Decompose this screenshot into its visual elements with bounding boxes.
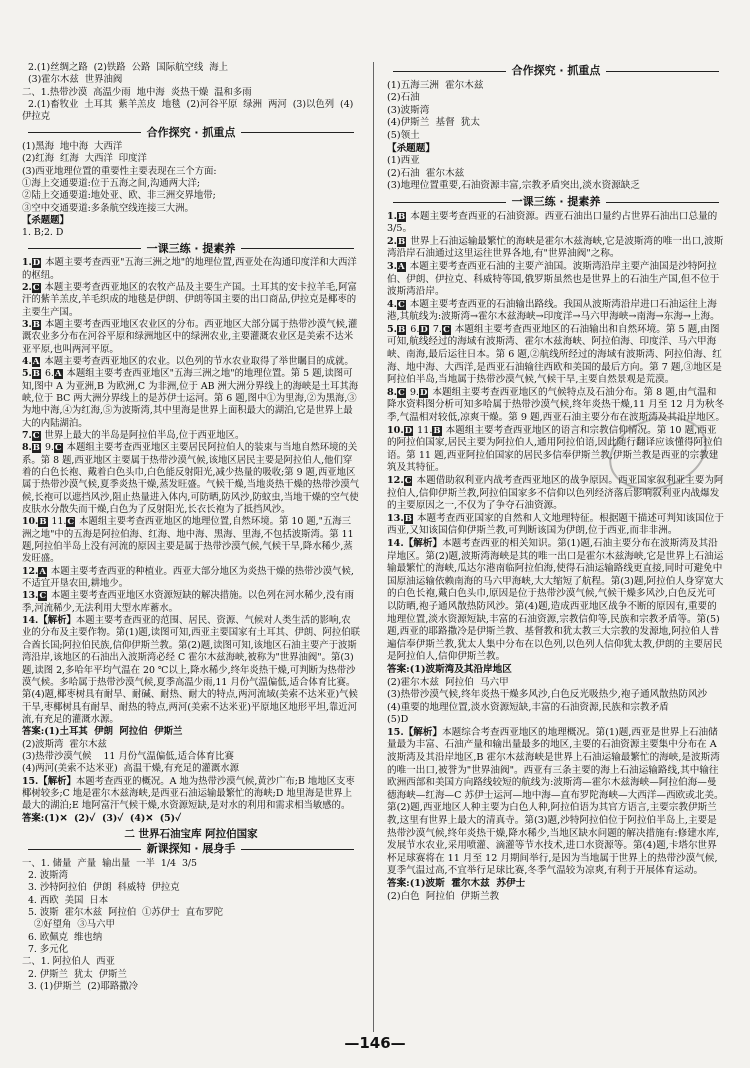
answer-letter: A [398,261,405,272]
answer-text: 7. [429,323,442,335]
answer-item [387,324,725,387]
answer-text: 本题主要考查西亚地区的农牧产品及主要生产国。土耳其的安卡拉羊毛,阿富汗的紫羊羔皮,羊毛织成的地毯是伊朗、伊朗等国主要的出口商品,伊拉克是椰枣的主要生产国。 [22,281,357,318]
answer-item [22,615,360,726]
answer-letter: 【解析】 [38,615,76,627]
answer-item [22,776,360,813]
answer-number: 1. [22,257,32,269]
answer-letter: B [32,319,40,330]
answer-letter: D [420,324,428,335]
text-line: (2)红海 红海 大西洋 印度洋 [22,153,147,165]
answer-number: 1. [387,210,398,222]
text-line: 【杀题题】 [22,215,69,227]
text-line: (2)波斯湾 霍尔木兹 [22,738,107,750]
text-line: (2)石油 霍尔木兹 [387,167,465,179]
answer-letter: 【解析】 [403,726,443,738]
header-rule [393,71,506,72]
text-line: 7. 多元化 [22,944,69,956]
text-line: 4. 西欧 美国 日本 [22,894,109,906]
answer-letter: C [54,443,62,454]
answer-item [387,211,725,236]
answer-letter: B [32,369,40,380]
text-line: (1)五海三洲 霍尔木兹 [387,79,484,91]
text-line: 【杀题题】 [387,142,435,154]
text-line: 答案:(1)波斯 霍尔木兹 苏伊士 [387,878,526,889]
section-header-title: 合作探究 · 抓重点 [146,125,236,139]
text-line: 2. 伊斯兰 犹太 伊斯兰 [22,968,127,980]
answer-text: 6. [41,368,54,380]
answer-text: 本题考查西亚国家的自然和人文地理特征。根据题干描述可判知该国位于西亚,又知该国信仰伊斯兰教,可判断该国为伊朗,位于西亚,而非非洲。 [387,512,724,537]
answer-item [387,299,725,324]
answer-text: 本题主要考查西亚地区水资源短缺的解决措施。以色列在河水稀少,没有雨季,河流稀少,无法利用大型水库蓄水。 [22,590,355,614]
answer-letter: D [419,387,428,398]
answer-item [22,430,360,442]
text-line: 5. 波斯 霍尔木兹 阿拉伯 ①苏伊士 直布罗陀 [22,907,224,919]
answer-text: 9. [41,442,54,454]
text-line: (3)热带沙漠气候,终年炎热干燥多风沙,白色反光吸热少,袍子通风散热防风沙 [387,689,708,701]
answer-letter: B [398,211,406,222]
answer-number: 2. [22,281,32,293]
text-line: 3. 沙特阿拉伯 伊朗 科威特 伊拉克 [22,882,180,894]
answer-text: 本题主要考查西亚地区农业区的分布。西亚地区大部分属于热带沙漠气候,灌溉农业多分布在河谷平原和绿洲地区中的绿洲农业,主要灌溉农业区是美索不达米亚平原,也叫两河平原。 [22,318,358,355]
text-line: 二、1. 阿拉伯人 西亚 [22,956,115,968]
answer-number: 10. [387,424,404,436]
answer-number: 10. [22,516,39,528]
answer-letter: C [32,282,40,293]
answer-letter: B [32,443,40,454]
text-line: (3)热带沙漠气候 11 月份气温偏低,适合体育比赛 [22,750,234,762]
answer-number: 13. [22,590,39,602]
answer-item [22,356,360,368]
answer-text: 本题组主要考查西亚地区的地理位置,自然环境。第 10 题,"五海三洲之地"中的五海是阿拉伯海、红海、地中海、黑海、里海,不包括波斯湾。第 11 题,阿拉伯半岛上没有河流的原因主要是属于热带沙漠气候,气候干旱,降水稀少,蒸发旺盛。 [22,516,357,565]
answer-number: 4. [387,298,398,310]
answer-item [22,282,360,319]
text-line: 6. 欧佩克 维也纳 [22,931,103,943]
text-line: 2. 波斯湾 [22,870,69,881]
answer-number: 15. [22,775,39,787]
answer-item [22,590,360,615]
header-rule [241,248,354,249]
answer-letter: D [404,425,413,436]
header-rule [606,202,719,203]
text-line: (4)伊斯兰 基督 犹太 [387,117,480,129]
text-line: (4)重要的地理位置,淡水资源短缺,丰富的石油资源,民族和宗教矛盾 [387,701,669,713]
answer-item [22,442,360,516]
text-line: 2.(1)畜牧业 土耳其 紫羊羔皮 地毯 (2)河谷平原 绿洲 两河 (3)以色列 (4)伊拉克 [22,99,354,123]
answer-text: 本题主要考查西亚地区的农业。以色列的节水农业取得了举世瞩目的成就。 [41,355,354,367]
answer-number: 5. [387,323,398,335]
text-line: (3)西亚地理位置的重要性主要表现在三个方面: [22,165,217,177]
page-number: —146— [344,1034,406,1052]
text-line: 答案:(1)波斯湾及其沿岸地区 [387,663,512,675]
answer-text: 11. [48,516,67,528]
answer-text: 世界上最大的半岛是阿拉伯半岛,位于西亚地区。 [41,429,245,441]
answer-number: 14. [22,615,39,627]
text-line: (1)西亚 [387,155,420,167]
answer-text: 本题主要考查西亚的范围、居民、资源、气候对人类生活的影响,农业的分布及主要作物。第(1)题,读图可知,西亚主要国家有土耳其、伊朗、阿拉伯联合酋长国;阿拉伯民族,信仰伊斯兰教。第(2)题,读图可知,该地区石油主要产于波斯湾沿岸,该地区的石油出入波斯湾必经 C 霍尔木兹海峡,被称为"世界油阀"。第(3)题,读图 2,多哈年平均气温在 20 ℃以上,降水稀少,终年炎热干燥,可判断为热带沙漠气候。多哈属于热带沙漠气候,夏季高温少雨,11 月份气温偏低,适合体育比赛。第(4)题,椰枣树具有耐旱、耐碱、耐热、耐大的特点,两河流域(美索不达米亚)气候干旱,枣椰树具有耐旱、耐热的特点,两河(美索不达米亚)平原地区地形平坦,靠近河流,有充足的灌溉水源。 [22,615,360,725]
answer-number: 12. [22,565,39,577]
answer-number: 5. [22,368,32,380]
text-line: ③空中交通要道:多条航空线连接三大洲。 [22,202,194,214]
text-line: (2)石油 [387,92,420,104]
section-header-title: 合作探究 · 抓重点 [511,64,601,77]
answer-text: 本题综合考查西亚地区的地理概况。第(1)题,西亚是世界上石油储量最为丰富、石油产量和输出量最多的地区,主要的石油资源主要集中分布在 A 波斯湾及其沿岸地区,B 霍尔木兹海峡是世界上石油运输最繁忙的海峡,是波斯湾的唯一出口,被誉为"世界油阀"。西亚有三条主要的海上石油运输路线,其中输往欧洲西部和美国方向路线较短的航线为:波斯湾—霍尔木兹海峡—阿拉伯海—曼德海峡—红海—C 苏伊士运河—地中海—直布罗陀海峡—大西洋—西欧或北美。第(2)题,西亚地区人种主要为白色人种,阿拉伯语为其官方语言,主要宗教伊斯兰教,这里有世界上最大的清真寺。第(3)题,沙特阿拉伯位于阿拉伯半岛上,主要是热带沙漠气候,终年炎热干燥,降水稀少,当地区缺水问题的解决措施有:修建水库,发展节水农业,采用喷灌、滴灌等节水技术,进口水资源等。第(4)题,卡塔尔世界杯足球赛将在 11 月至 12 月期间举行,是因为当地属于世界上的热带沙漠气候,夏季气温过高,不宜举行足球比赛,冬季气温较为凉爽,有利于开展体育运动。 [387,726,724,877]
text-line: (3)霍尔木兹 世界油阀 [22,74,123,86]
answer-number: 8. [22,442,32,454]
answer-item [387,261,725,299]
answer-text: 本题考查西亚的相关知识。第(1)题,石油主要分布在波斯湾及其沿岸地区。第(2)题,波斯湾海峡是其的唯一出口是霍尔木兹海峡,它是世界上石油运输最繁忙的海峡,瓜达尔港南临阿拉伯海,使得石油运输路线更直接,同时可避免中国原油运输依赖南海的马六甲海峡,大大缩短了航程。第(3)题,阿拉伯人身穿宽大的白色长袍,戴白色头巾,原因是位于热带沙漠气候,气候干燥多风沙,白色反光可以防晒,袍子通风散热防风沙。第(4)题,造成西亚地区战争不断的原因有,重要的地理位置,淡水资源短缺,丰富的石油资源,宗教信仰等,民族和宗教矛盾等。第(5)题,西亚的耶路撒冷是伊斯兰教、基督教和犹太教三大宗教的发源地,阿拉伯人普遍信奉伊斯兰教,犹太人集中分布在以色列,以色列人信仰犹太教,伊朗的主要居民是阿拉伯人,信仰伊斯兰教。 [387,537,724,663]
section-header [22,843,360,855]
text-line: (5)D [387,714,409,726]
answer-text: 本题主要考查西亚"五海三洲之地"的地理位置,西亚处在沟通印度洋和大西洋的枢纽。 [22,257,357,281]
text-line: (2)霍尔木兹 阿拉伯 马六甲 [387,676,509,688]
text-line: (3)波斯湾 [387,104,430,116]
text-line: (4)两河(美索不达米亚) 高温干燥,有充足的灌溉水源 [22,763,240,775]
answer-letter: D [32,258,41,269]
answer-letter: C [404,476,412,486]
answer-letter: B [398,324,406,335]
answer-letter: B [398,236,406,247]
left-column [22,62,360,993]
header-rule [241,132,354,133]
answer-number: 2. [387,235,398,247]
answer-item [22,319,360,356]
answer-number: 3. [22,318,32,330]
answer-item [22,566,360,591]
text-line: 答案:(1)✕ (2)✓ (3)✓ (4)✕ (5)✓ [22,812,182,824]
answer-number: 4. [22,355,32,367]
answer-letter: A [32,356,40,367]
answer-letter: C [32,430,40,441]
answer-letter: C [398,299,405,310]
text-line: (1)黑海 地中海 大西洋 [22,141,123,153]
answer-letter: C [67,517,75,528]
header-rule [606,71,719,72]
text-line: 二、1.热带沙漠 高温少雨 地中海 炎热干燥 温和多雨 [22,86,252,98]
answer-text: 本题主要考查西亚的石油资源。西亚石油出口量约占世界石油出口总量的 3/5。 [387,210,721,235]
answer-item [387,538,725,664]
answer-number: 14. [387,537,404,549]
answer-letter: C [398,387,405,398]
answer-number: 12. [387,475,404,486]
answer-text: 本题考查西亚的概况。A 地为热带沙漠气候,黄沙广布;B 地地区支枣椰树较多;C 地是霍尔木兹海峡,是西亚石油运输最繁忙的海峡;D 地里海是世界上最大的湖泊;E 地阿富汗气候干燥,水资源短缺,是对水的利用和需求相当敏感的。 [22,775,355,812]
header-rule [28,132,141,133]
answer-item [22,516,360,565]
answer-item [387,727,725,878]
answer-letter: 【解析】 [38,775,76,787]
answer-text: 世界上石油运输最繁忙的海峡是霍尔木兹海峡,它是波斯湾的唯一出口,波斯湾沿岸石油通过这里运往世界各地,有"世界油阀"之称。 [387,235,724,260]
answer-letter: B [404,513,412,524]
answer-number: 3. [387,260,398,272]
answer-item [22,368,360,430]
answer-text: 11. [414,424,433,436]
header-rule [241,849,354,850]
section-header-title: 一课三练 · 提素养 [146,241,236,255]
answer-number: 8. [387,386,398,398]
answer-letter: 【解析】 [403,537,443,549]
section-header-title: 新课探知 · 展身手 [146,842,236,856]
text-line: ②好望角 ③马六甲 [22,919,115,931]
page-top-margin [0,6,750,24]
answer-letter: A [39,566,46,577]
text-line: 一、1. 储量 产量 输出量 一半 1/4 3/5 [22,857,198,869]
text-line: ①海上交通要道:位于五海之间,沟通两大洋; [22,178,201,190]
header-rule [28,248,141,249]
answer-text: 9. [406,386,419,398]
answer-letter: B [39,517,47,528]
text-line: (5)领土 [387,129,420,141]
answer-text: 本题主要考查西亚的种植业。西亚大部分地区为炎热干燥的热带沙漠气候,不适宜开垦农田,耕地少。 [22,565,354,590]
answer-text: 本题组主要考查西亚地区主要居民阿拉伯人的装束与当地自然环境的关系。第 8 题,西亚地区主要属于热带沙漠气候,该地区居民主要是阿拉伯人,他们穿着的白色长袍、戴着白色头巾,白色能反射阳光,减少热量的吸收;第 9 题,西亚地区属于热带沙漠气候,夏季炎热干燥,蒸发旺盛。气候干燥,当地炎热干燥的热带沙漠气候,长袍可以遮挡风沙,阻止热量进入体内,可防晒,防风沙,防蚊虫,当地干燥的空气使皮肤水分散失而干燥,白色为了反射阳光,长衣长袍为了抵挡风沙。 [22,442,360,516]
answer-item [387,236,725,261]
answer-letter: C [39,591,47,602]
answer-letter: B [433,425,441,436]
section-header [387,65,725,78]
answer-text: 本题组主要考查西亚地区的石油输出和自然环境。第 5 题,由图可知,航线经过的海域有波斯湾、霍尔木兹海峡、阿拉伯海、印度洋、马六甲海峡、南海,最后运往日本。第 6 题,②航线所经过的海域有波斯湾、阿拉伯海、红海、地中海、大西洋,是西亚石油输往西欧和美国的最后方向。第 7 题,③地区是阿拉伯半岛,当地属于热带沙漠气候,气候干旱,主要自然景观是荒漠。 [387,323,722,386]
section-header [22,127,360,139]
column-divider [373,62,374,1032]
answer-number: 7. [22,429,32,441]
text-line: (3)地理位置重要,石油资源丰富,宗教矛盾突出,淡水资源缺乏 [387,180,640,192]
lesson-title: 二 世界石油宝库 阿拉伯国家 [124,827,258,840]
answer-text: 本题主要考查西亚石油的主要产油国。波斯湾沿岸主要产油国是沙特阿拉伯、伊朗、伊拉克、科威特等国,俄罗斯虽然也是世界上的石油生产国,但不位于波斯湾沿岸。 [387,260,720,298]
answer-number: 13. [387,512,404,524]
section-header [22,243,360,255]
answer-text: 本题组主要考查西亚地区"五海三洲之地"的地理位置。第 5 题,读图可知,图中 A 为亚洲,B 为欧洲,C 为非洲,位于 AB 洲大洲分界线上的海峡是土耳其海峡,位于 BC 两大洲分界线上的是苏伊士运河。第 6 题,图中①为里海,②为黑海,③为地中海,④为红海,⑤为波斯湾,其中里海是世界上面积最大的湖泊,它是世界上最大的内陆湖泊。 [22,368,359,429]
text-line: (2)白色 阿拉伯 伊斯兰教 [387,890,500,902]
section-header-title: 一课三练 · 提素养 [511,194,601,208]
answer-text: 本题借助叙利亚内战考查西亚地区的战争原因。西亚国家叙利亚主要为阿拉伯人,信仰伊斯兰教,阿拉伯国家多不信仰以色列经济落后影响叙利亚内战爆发的主要原因之一,不仅为了争夺石油资源。 [387,475,724,512]
answer-letter: C [442,324,450,335]
text-line: 1. B;2. D [22,227,64,239]
answer-text: 本题组主要考查西亚地区的气候特点及石油分布。第 8 题,由气温和降水资料图分析可知多哈属于热带沙漠气候,终年炎热干燥,11 月至 12 月为秋冬季,气温相对较低,凉爽干燥。第 9 题,西亚石油主要分布在波斯湾及其沿岸地区。 [387,386,725,424]
answer-text: 本题主要考查西亚的石油输出路线。我国从波斯湾沿岸进口石油运往上海港,其航线为:波斯湾→霍尔木兹海峡→印度洋→马六甲海峡→南海→东海→上海。 [387,298,720,323]
answer-number: 15. [387,726,404,738]
answer-letter: A [54,369,62,380]
answer-item [387,513,725,538]
text-line: 答案:(1)土耳其 伊朗 阿拉伯 伊斯兰 [22,726,183,738]
header-rule [28,849,141,850]
answer-text: 本题组主要考查西亚地区的语言和宗教信仰情况。第 10 题,西亚的阿拉伯国家,居民主要为阿拉伯人,通用阿拉伯语,因此随行翻译应该懂得阿拉伯语。第 11 题,西亚阿拉伯国家的居民多信奉伊斯兰教,伊斯兰教是西亚的宗教建筑及其特征。 [387,424,723,474]
text-line: ②陆上交通要道:地处亚、欧、非三洲交界地带; [22,190,216,202]
answer-item [22,257,360,282]
header-rule [393,202,506,203]
text-line: 3. (1)伊斯兰 (2)耶路撒冷 [22,981,139,993]
answer-text: 6. [407,323,420,335]
text-line: 2.(1)丝绸之路 (2)铁路 公路 国际航空线 海上 [22,62,228,73]
section-header [387,196,725,209]
